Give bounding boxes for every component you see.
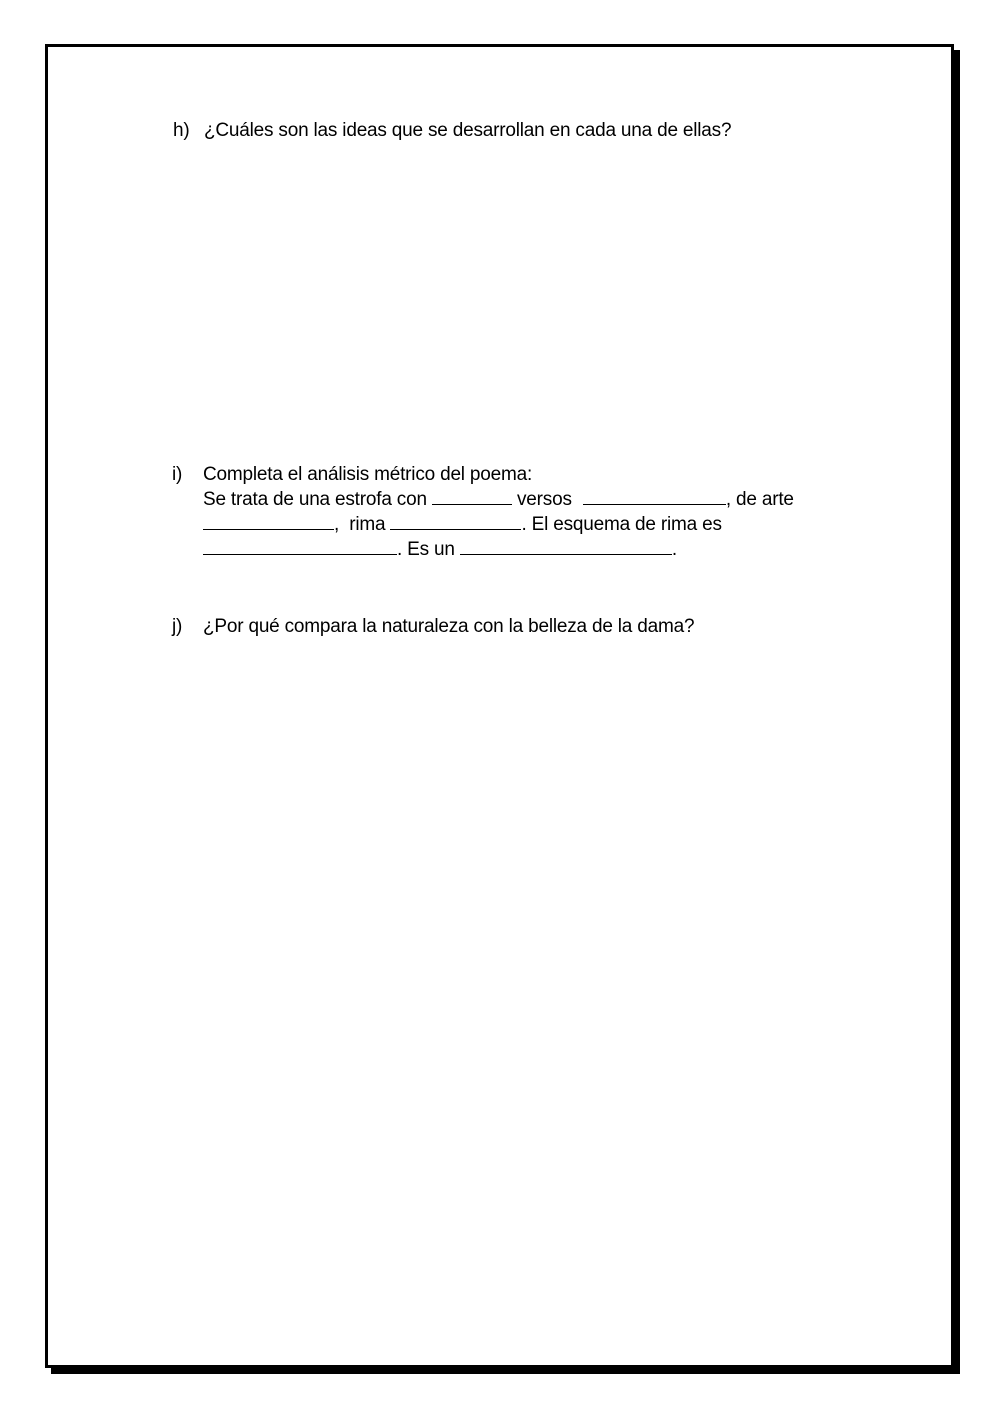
question-i-text-1a: Se trata de una estrofa con [203,489,427,510]
question-i-text-2a: , rima [334,514,386,535]
question-i-text-1c: , de arte [725,489,794,510]
blank-rhyme-scheme[interactable] [203,537,397,555]
question-j-text: ¿Por qué compara la naturaleza con la belleza de la dama? [203,616,695,637]
blank-stanza-name[interactable] [460,537,672,555]
question-i-text-2b: . El esquema de rima es [521,514,722,535]
blank-rima[interactable] [390,512,521,530]
question-i-line-3 [203,537,794,562]
question-i-intro: Completa el análisis métrico del poema: [203,464,533,485]
question-h-marker: h) [173,120,190,141]
question-i-line-2 [203,512,794,537]
question-i-marker: i) [172,464,183,485]
blank-verse-count[interactable] [432,487,512,505]
question-i-line-1 [203,487,794,512]
blank-verse-type[interactable] [583,487,726,505]
question-i-text-3b: . [671,539,677,560]
question-i-text-1b: versos [517,489,572,510]
question-j-marker: j) [172,616,183,637]
page-frame [45,44,954,1368]
question-h-text: ¿Cuáles son las ideas que se desarrollan en cada una de ellas? [204,120,732,141]
blank-arte[interactable] [203,512,334,530]
question-i-body [203,462,794,562]
question-i-text-3a: . Es un [397,539,455,560]
